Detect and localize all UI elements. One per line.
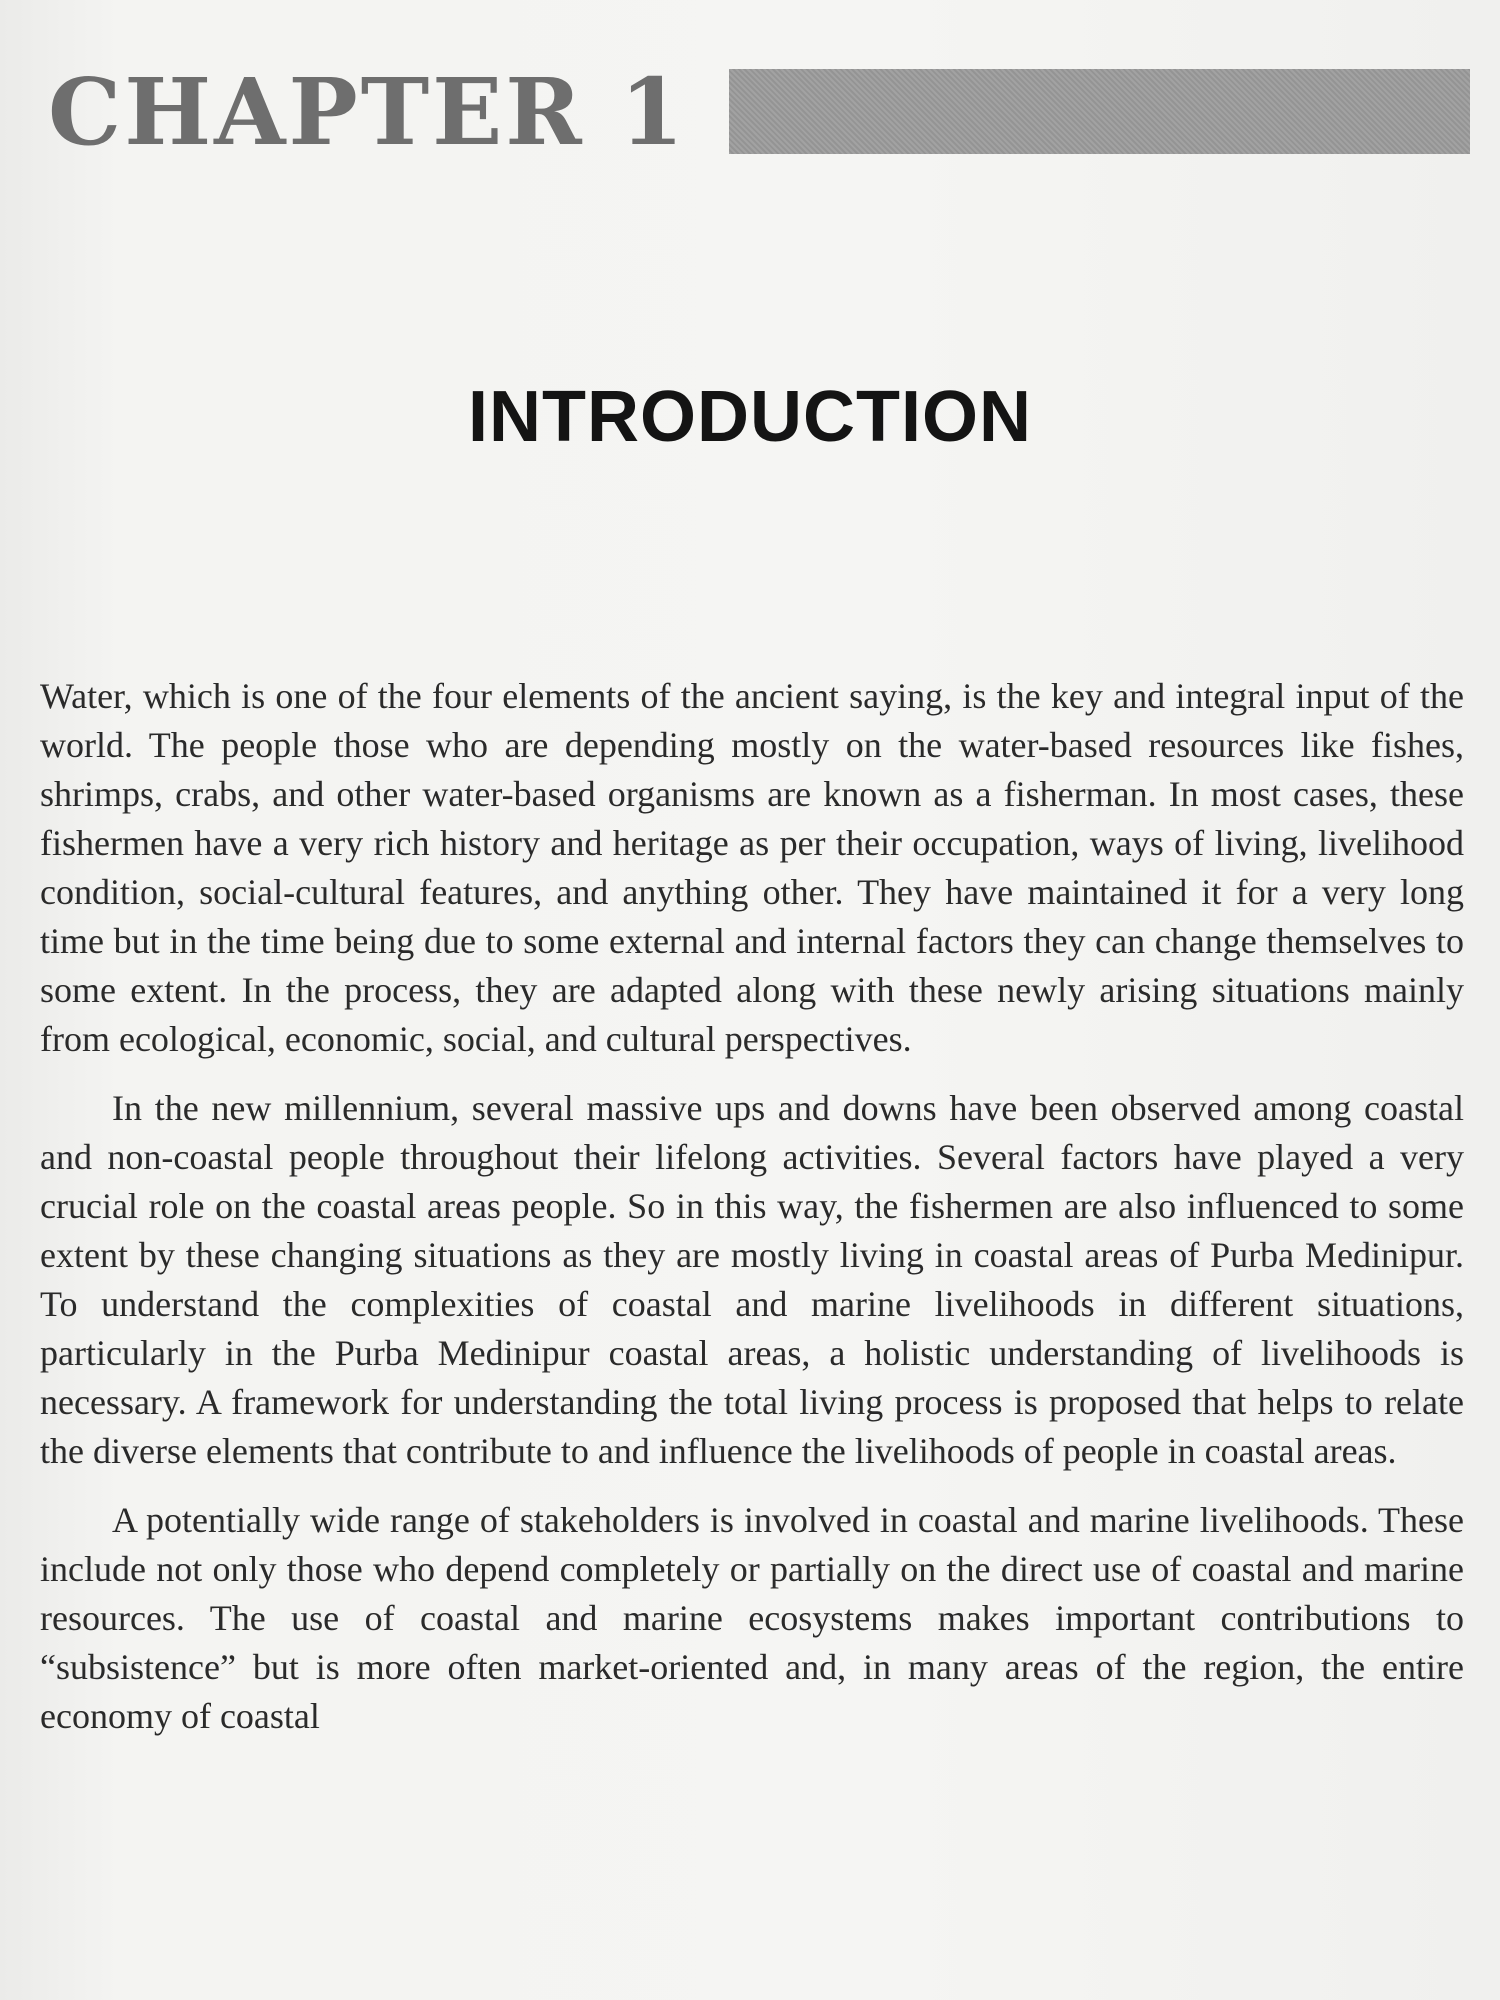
chapter-header — [48, 52, 1470, 172]
chapter-label: CHAPTER 1 — [48, 58, 687, 166]
chapter-decorative-bar — [729, 69, 1470, 154]
body-text — [40, 672, 1464, 1741]
paragraph-3: A potentially wide range of stakeholders is involved in coastal and marine livelihoods. These include not only those who depend completely or partially on the direct use of coastal and marine resources. The use of coastal and marine ecosystems makes important contributions to “subsistence” but is more often market-oriented and, in many areas of the region, the entire economy of coastal — [40, 1500, 1464, 1736]
section-title: INTRODUCTION — [468, 377, 1032, 457]
paragraph-2: In the new millennium, several massive ups and downs have been observed among coastal and non-coastal people throughout their lifelong activities. Several factors have played a very crucial role on the coastal areas people. So in this way, the fishermen are also influenced to some extent by these changing situations as they are mostly living in coastal areas of Purba Medinipur. To understand the complexities of coastal and marine livelihoods in different situations, particularly in the Purba Medinipur coastal areas, a holistic understanding of livelihoods is necessary. A framework for understanding the total living process is proposed that helps to relate the diverse elements that contribute to and influence the livelihoods of people in coastal areas. — [40, 1088, 1464, 1471]
paragraph-1: Water, which is one of the four elements of the ancient saying, is the key and integral input of the world. The people those who are depending mostly on the water-based resources like fishes, shrimps, crabs, and other water-based organisms are known as a fisherman. In most cases, these fishermen have a very rich history and heritage as per their occupation, ways of living, livelihood condition, social-cultural features, and anything other. They have maintained it for a very long time but in the time being due to some external and internal factors they can change themselves to some extent. In the process, they are adapted along with these newly arising situations mainly from ecological, economic, social, and cultural perspectives. — [40, 676, 1464, 1059]
